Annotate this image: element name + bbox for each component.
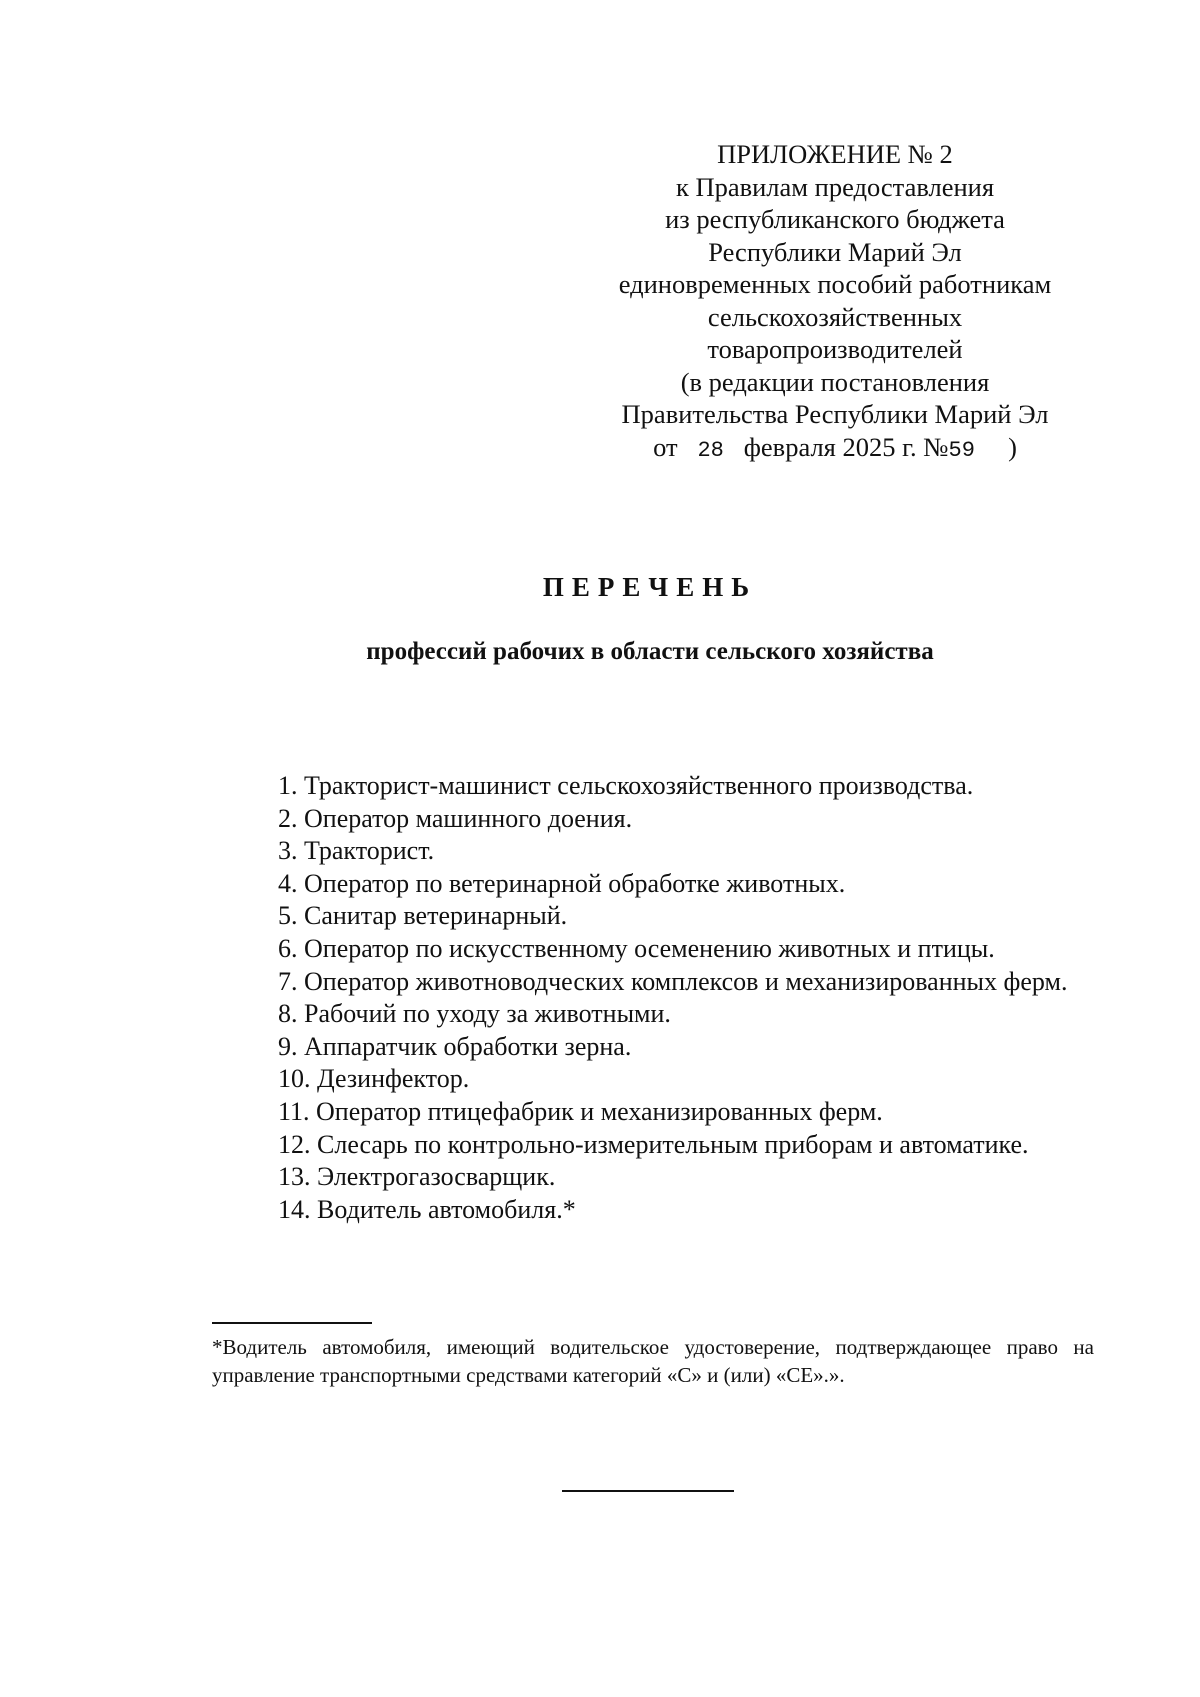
document-subtitle: профессий рабочих в области сельского хозяйства: [366, 638, 934, 665]
list-item: 1. Тракторист-машинист сельскохозяйственного производства.: [278, 771, 974, 800]
appendix-title: ПРИЛОЖЕНИЕ № 2: [717, 139, 953, 169]
list-item: 14. Водитель автомобиля.*: [278, 1194, 576, 1224]
appendix-line: из республиканского бюджета: [665, 204, 1005, 234]
footnote: *Водитель автомобиля, имеющий водительское удостоверение, подтверждающее право на управление транспортными средствами категорий «С» и (или) «СЕ».».: [212, 1335, 1094, 1387]
doc-number: 59: [948, 437, 975, 463]
appendix-line: Правительства Республики Марий Эл: [621, 399, 1049, 429]
list-item: 5. Санитар ветеринарный.: [278, 901, 568, 931]
professions-list: [212, 770, 1092, 1226]
list-item: 12. Слесарь по контрольно-измерительным приборам и автоматике.: [278, 1129, 1029, 1159]
closing-paren: ): [1008, 431, 1017, 462]
list-item: 2. Оператор машинного доения.: [278, 803, 633, 833]
list-item: 11. Оператор птицефабрик и механизированных ферм.: [278, 1096, 883, 1126]
list-item: 7. Оператор животноводческих комплексов и механизированных ферм.: [278, 966, 1068, 996]
date-rest: февраля 2025 г. №: [743, 431, 949, 462]
list-item: 13. Электрогазосварщик.: [278, 1162, 556, 1192]
appendix-header: [600, 138, 1070, 467]
list-item: 10. Дезинфектор.: [278, 1064, 470, 1094]
appendix-line: (в редакции постановления: [680, 366, 990, 397]
list-item: 9. Аппаратчик обработки зерна.: [278, 1031, 632, 1061]
date-prefix: от: [653, 431, 678, 462]
end-of-document-rule: [562, 1490, 734, 1492]
appendix-line: сельскохозяйственных: [707, 301, 963, 332]
list-item: 3. Тракторист.: [278, 836, 435, 866]
resolution-date-line: [600, 431, 1070, 468]
document-title: ПЕРЕЧЕНЬ: [542, 572, 758, 602]
appendix-line: товаропроизводителей: [707, 334, 963, 364]
appendix-line: Республики Марий Эл: [708, 236, 962, 267]
appendix-line: единовременных пособий работникам: [618, 269, 1052, 299]
list-item: 4. Оператор по ветеринарной обработке животных.: [278, 868, 846, 898]
list-item: 8. Рабочий по уходу за животными.: [278, 999, 671, 1029]
date-day: 28: [697, 437, 724, 463]
appendix-line: к Правилам предоставления: [675, 171, 995, 202]
list-item: 6. Оператор по искусственному осеменению животных и птицы.: [278, 933, 995, 963]
footnote-separator: [212, 1322, 372, 1324]
